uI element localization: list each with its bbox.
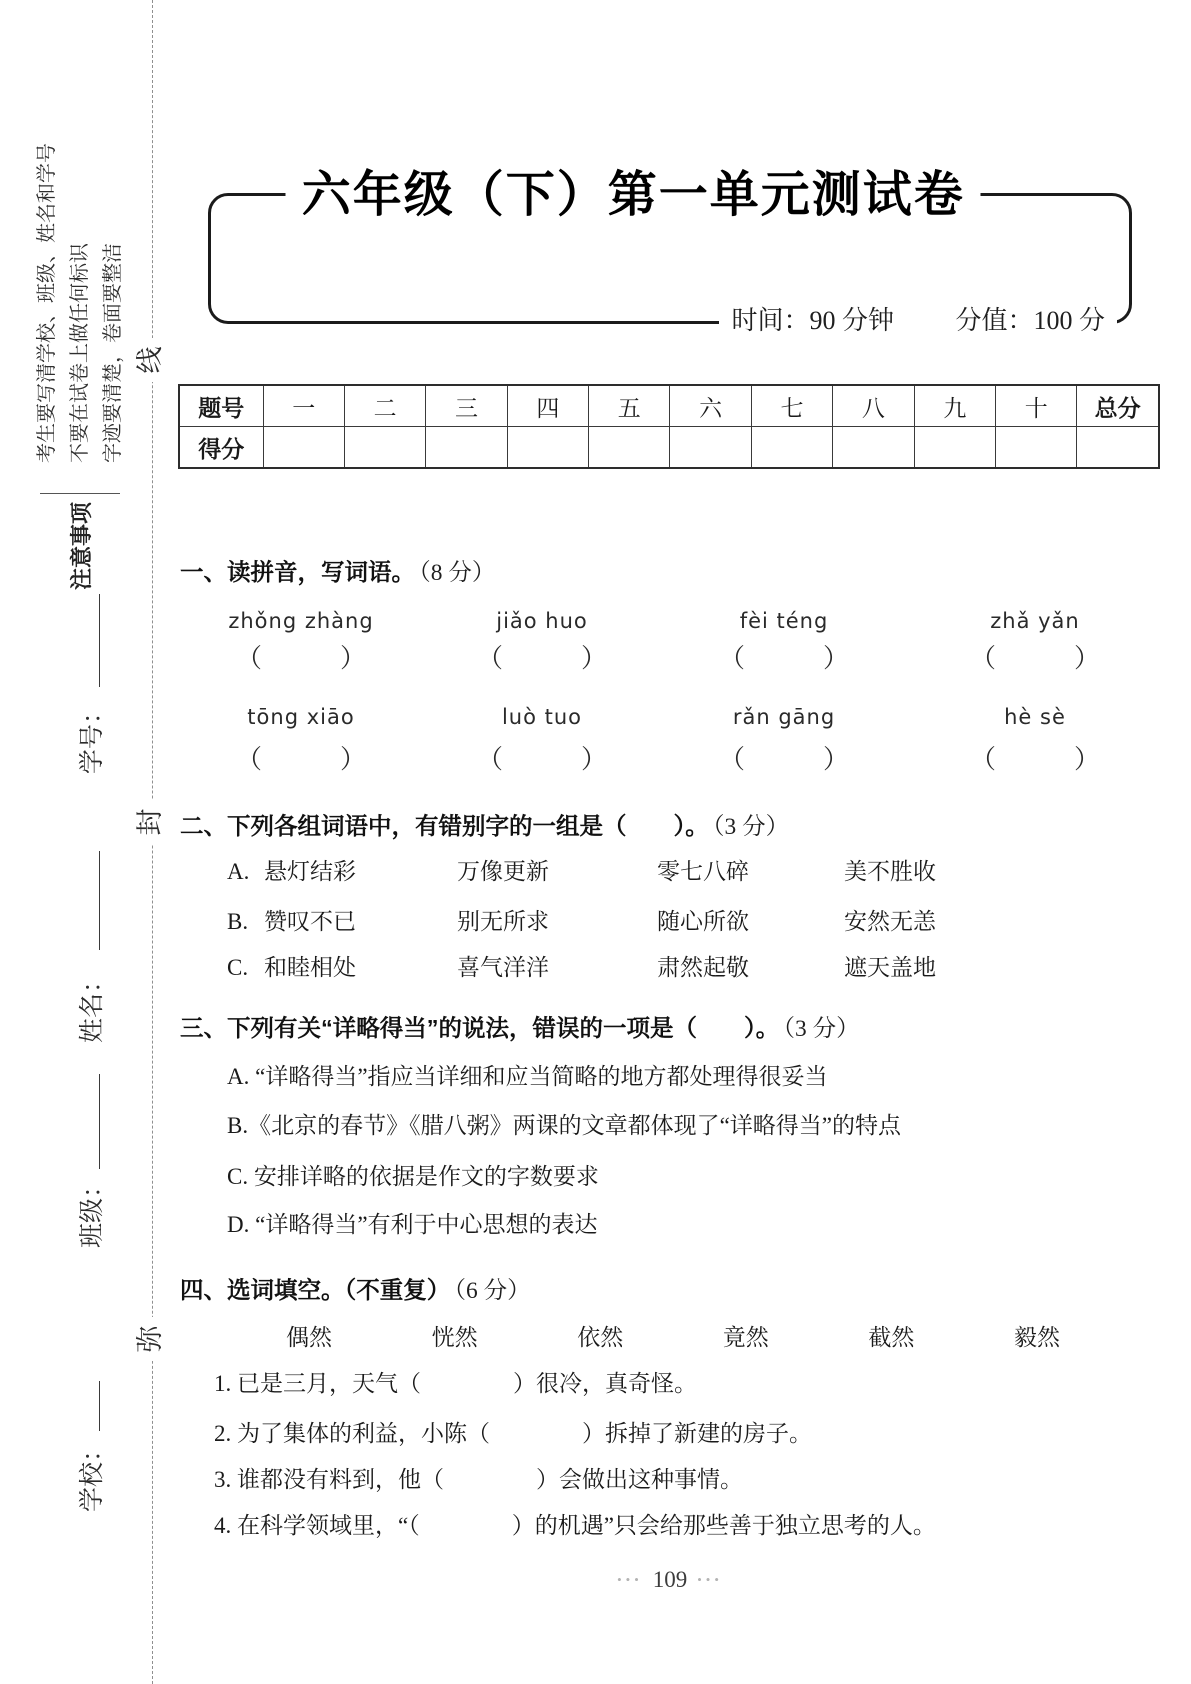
answer-bracket: （ ） — [476, 745, 607, 774]
option-word: 零七八碎 — [657, 859, 749, 884]
seal-char-middle: 封 — [128, 800, 172, 844]
section2-score: （3 分） — [712, 814, 790, 840]
score-table-col: 九 — [914, 385, 995, 427]
answer-bracket: （ ） — [235, 745, 366, 774]
score-table-col: 十 — [996, 385, 1077, 427]
time-label: 时间：90 分钟 — [731, 306, 894, 335]
seal-char-bottom: 弥 — [128, 1317, 172, 1361]
section3-score: （3 分） — [783, 1016, 860, 1042]
notice-note: 考生要写清学校、班级、姓名和学号 — [35, 143, 58, 463]
section3-option-a: A. “详略得当”指应当详细和应当简略的地方都处理得很妥当 — [227, 1064, 828, 1089]
option-word: 安然无恙 — [844, 909, 936, 934]
school-field-line — [73, 1381, 100, 1431]
option-word: 和睦相处 — [264, 955, 356, 980]
option-word: 遮天盖地 — [844, 955, 936, 980]
pinyin-word: hè sè — [1004, 705, 1066, 729]
score-table-col: 三 — [426, 385, 507, 427]
section3-heading-text: 三、下列有关“详略得当”的说法，错误的一项是（ ）。 — [180, 1015, 780, 1041]
section1-score: （8 分） — [419, 560, 496, 586]
footer-dots-left: ••• — [617, 1572, 643, 1587]
section1-heading-text: 一、读拼音，写词语。 — [180, 559, 415, 585]
name-field-line — [73, 851, 100, 950]
score-table-col: 五 — [589, 385, 670, 427]
option-label: C. — [227, 955, 249, 980]
pinyin-row-2 — [181, 701, 1165, 733]
footer-dots-right: ••• — [697, 1572, 723, 1587]
answer-bracket: （ ） — [718, 644, 849, 673]
paper-title: 六年级（下）第一单元测试卷 — [286, 165, 981, 225]
score-table-col: 七 — [751, 385, 832, 427]
word-bank — [286, 1322, 1060, 1354]
section2-heading — [180, 810, 789, 843]
score-table-corner: 题号 — [179, 385, 263, 427]
section4-score: （6 分） — [454, 1278, 531, 1304]
fill-item-3: 3. 谁都没有料到，他（ ）会做出这种事情。 — [214, 1467, 743, 1492]
word-bank-item: 偶然 — [286, 1325, 332, 1350]
pinyin-word: fèi téng — [739, 609, 829, 633]
word-bank-item: 恍然 — [431, 1325, 478, 1350]
answer-bracket-row-1 — [181, 643, 1165, 675]
word-bank-item: 截然 — [868, 1325, 915, 1350]
option-word: 美不胜收 — [844, 859, 936, 884]
pinyin-word: zhǎ yǎn — [990, 609, 1080, 633]
section1-heading — [180, 556, 495, 589]
word-bank-item: 竟然 — [722, 1325, 769, 1350]
score-table-col: 八 — [833, 385, 914, 427]
score-table-col: 六 — [670, 385, 751, 427]
score-row-label: 得分 — [179, 427, 263, 469]
option-word: 肃然起敬 — [657, 955, 749, 980]
notice-label: 注意事项 — [68, 502, 94, 591]
school-field-label: 学校： — [78, 1436, 106, 1512]
section2-option-a — [227, 856, 936, 888]
option-word: 喜气洋洋 — [457, 955, 549, 980]
section3-heading — [180, 1012, 860, 1045]
total-score-label: 分值：100 分 — [955, 306, 1105, 335]
pinyin-word: luò tuo — [501, 705, 583, 729]
section2-option-c — [227, 952, 936, 984]
option-word: 万像更新 — [457, 859, 549, 884]
word-bank-item: 依然 — [577, 1325, 624, 1350]
score-table-col: 二 — [344, 385, 425, 427]
section2-option-b — [227, 906, 936, 938]
answer-bracket: （ ） — [235, 644, 366, 673]
section3-option-d: D. “详略得当”有利于中心思想的表达 — [227, 1212, 598, 1237]
student-id-field-label: 学号： — [78, 699, 106, 775]
section3-option-b: B.《北京的春节》《腊八粥》两课的文章都体现了“详略得当”的特点 — [227, 1113, 902, 1138]
fill-item-4: 4. 在科学领域里，“（ ）的机遇”只会给那些善于独立思考的人。 — [214, 1513, 936, 1538]
section2-heading-text: 二、下列各组词语中，有错别字的一组是（ ）。 — [180, 813, 709, 839]
option-word: 赞叹不已 — [264, 909, 356, 934]
notice-notes — [31, 143, 130, 463]
word-bank-item: 毅然 — [1013, 1325, 1060, 1350]
page-number: 109 — [652, 1567, 688, 1592]
pinyin-word: tōng xiāo — [247, 705, 355, 729]
option-word: 别无所求 — [457, 909, 549, 934]
section4-heading — [180, 1274, 531, 1307]
option-word: 随心所欲 — [657, 909, 749, 934]
option-label: B. — [227, 909, 249, 934]
score-table-total-col: 总分 — [1077, 385, 1159, 427]
seal-char-top: 线 — [128, 338, 172, 382]
option-word: 悬灯结彩 — [264, 859, 356, 884]
answer-bracket: （ ） — [476, 644, 607, 673]
main-content — [165, 0, 1177, 1684]
student-id-field-line — [73, 594, 100, 687]
score-table-col: 一 — [263, 385, 344, 427]
fill-item-2: 2. 为了集体的利益，小陈（ ）拆掉了新建的房子。 — [214, 1421, 812, 1446]
option-label: A. — [227, 859, 250, 884]
name-field-label: 姓名： — [78, 968, 106, 1044]
pinyin-word: rǎn gāng — [732, 705, 836, 729]
class-field-line — [73, 1074, 100, 1169]
notice-note: 字迹要清楚，卷面要整洁 — [101, 243, 124, 463]
notice-divider — [40, 493, 120, 494]
section3-option-c: C. 安排详略的依据是作文的字数要求 — [227, 1164, 599, 1189]
class-field-label: 班级： — [78, 1173, 106, 1249]
pinyin-row-1 — [181, 605, 1165, 637]
pinyin-word: zhǒng zhàng — [228, 609, 374, 633]
notice-note: 不要在试卷上做任何标识 — [68, 243, 91, 463]
student-fields — [72, 562, 106, 1662]
page-footer — [165, 1564, 1175, 1596]
answer-bracket-row-2 — [181, 744, 1165, 776]
pinyin-word: jiǎo huo — [496, 609, 588, 633]
answer-bracket: （ ） — [969, 745, 1100, 774]
section4-heading-text: 四、选词填空。（不重复） — [180, 1277, 451, 1303]
notice-block — [30, 93, 130, 598]
answer-bracket: （ ） — [718, 745, 849, 774]
answer-bracket: （ ） — [969, 644, 1100, 673]
fill-item-1: 1. 已是三月，天气（ ）很冷，真奇怪。 — [214, 1371, 697, 1396]
score-table-col: 四 — [507, 385, 588, 427]
